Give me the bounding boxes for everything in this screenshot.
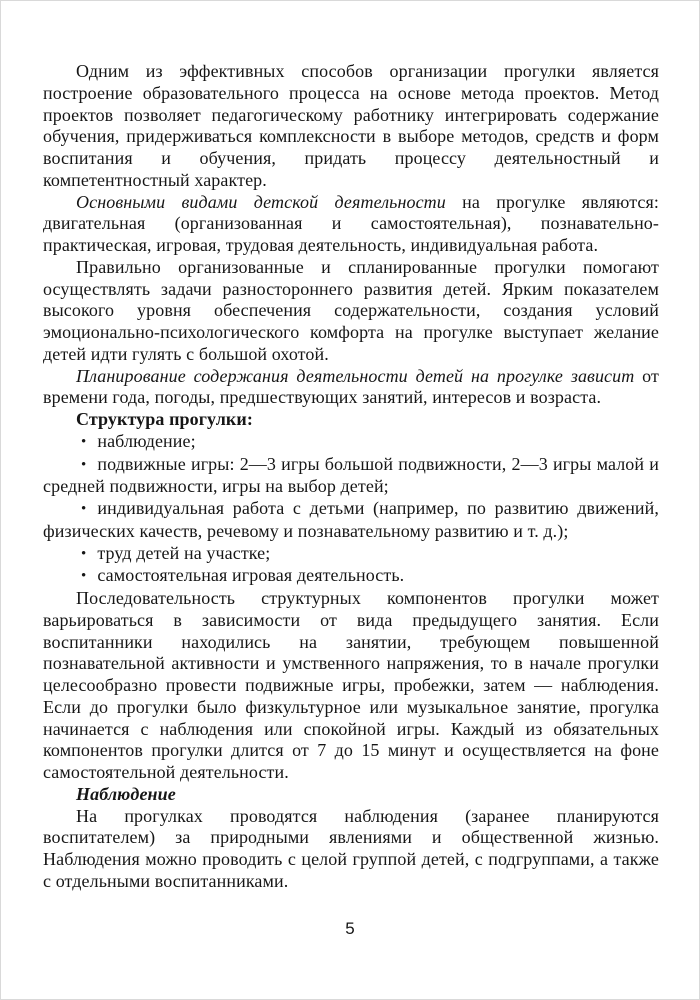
list-item bbox=[43, 565, 659, 588]
section-heading-walk-structure: Структура прогулки: bbox=[76, 409, 253, 429]
list-item-text: индивидуальная работа с детьми (например, по развитию движений, физических качеств, речевому и познавательному развитию и т. д.); bbox=[43, 498, 659, 541]
paragraph-planning-depends bbox=[43, 366, 659, 410]
list-item-text: подвижные игры: 2—3 игры большой подвижности, 2—3 игры малой и средней подвижности, игры на выбор детей; bbox=[43, 453, 659, 497]
bullet-icon: • bbox=[81, 545, 87, 562]
paragraph-component-sequence: Последовательность структурных компонентов прогулки может варьироваться в зависимости от вида предыдущего занятия. Если воспитанники находились на занятии, требующем повышенной познавательной активности и умственного напряжения, то в начале прогулки целесообразно провести подвижные игры, пробежки, затем — наблюдения. Если до прогулки было физкультурное или музыкальное занятие, прогулка начинается с наблюдения или спокойной игры. Каждый из обязательных компонентов прогулки длится от 7 до 15 минут и осуществляется на фоне самостоятельной деятельности. bbox=[43, 588, 659, 782]
list-item-text: самостоятельная игровая деятельность. bbox=[97, 565, 405, 586]
list-item-text: труд детей на участке; bbox=[97, 542, 271, 563]
list-item bbox=[43, 498, 659, 543]
section-heading-observation: Наблюдение bbox=[76, 783, 176, 804]
paragraph-rest: от времени года, погоды, предшествующих занятий, интересов и возраста. bbox=[43, 365, 659, 408]
bullet-icon: • bbox=[81, 501, 87, 517]
paragraph-projects-method: Одним из эффективных способов организации прогулки является построение образовательного процесса на основе метода проектов. Метод проектов позволяет педагогическому работнику интегрировать содержание обучения, придерживаться комплексности в выборе методов, средств и форм воспитания и обучения, придать процессу деятельностный и компетентностный характер. bbox=[43, 61, 659, 190]
paragraph-lead-italic: Основными видами детской деятельности bbox=[76, 191, 446, 212]
paragraph-rest: на прогулке являются: двигательная (организованная и самостоятельная), познавательно-практическая, игровая, трудовая деятельность, индивидуальная работа. bbox=[43, 191, 659, 255]
bullet-icon: • bbox=[81, 568, 87, 585]
page-number: 5 bbox=[345, 919, 355, 938]
list-item-text: наблюдение; bbox=[97, 430, 196, 451]
text-block bbox=[43, 61, 659, 893]
bullet-icon: • bbox=[81, 456, 87, 473]
list-item bbox=[43, 431, 659, 454]
list-item bbox=[43, 543, 659, 566]
paragraph-activity-types bbox=[43, 192, 659, 257]
paragraph-planned-walks: Правильно организованные и спланированные прогулки помогают осуществлять задачи разностороннего развития детей. Ярким показателем высокого уровня обеспечения содержательности, создания условий эмоционально-психологического комфорта на прогулке выступает желание детей идти гулять с большой охотой. bbox=[43, 256, 659, 364]
paragraph-lead-italic: Планирование содержания деятельности детей на прогулке зависит bbox=[76, 365, 635, 386]
list-item bbox=[43, 454, 659, 499]
paragraph-observations: На прогулках проводятся наблюдения (заранее планируются воспитателем) за природными явлениями и общественной жизнью. Наблюдения можно проводить с целой группой детей, с подгруппами, а также с отдельными воспитанниками. bbox=[43, 805, 659, 891]
bullet-icon: • bbox=[81, 433, 87, 450]
